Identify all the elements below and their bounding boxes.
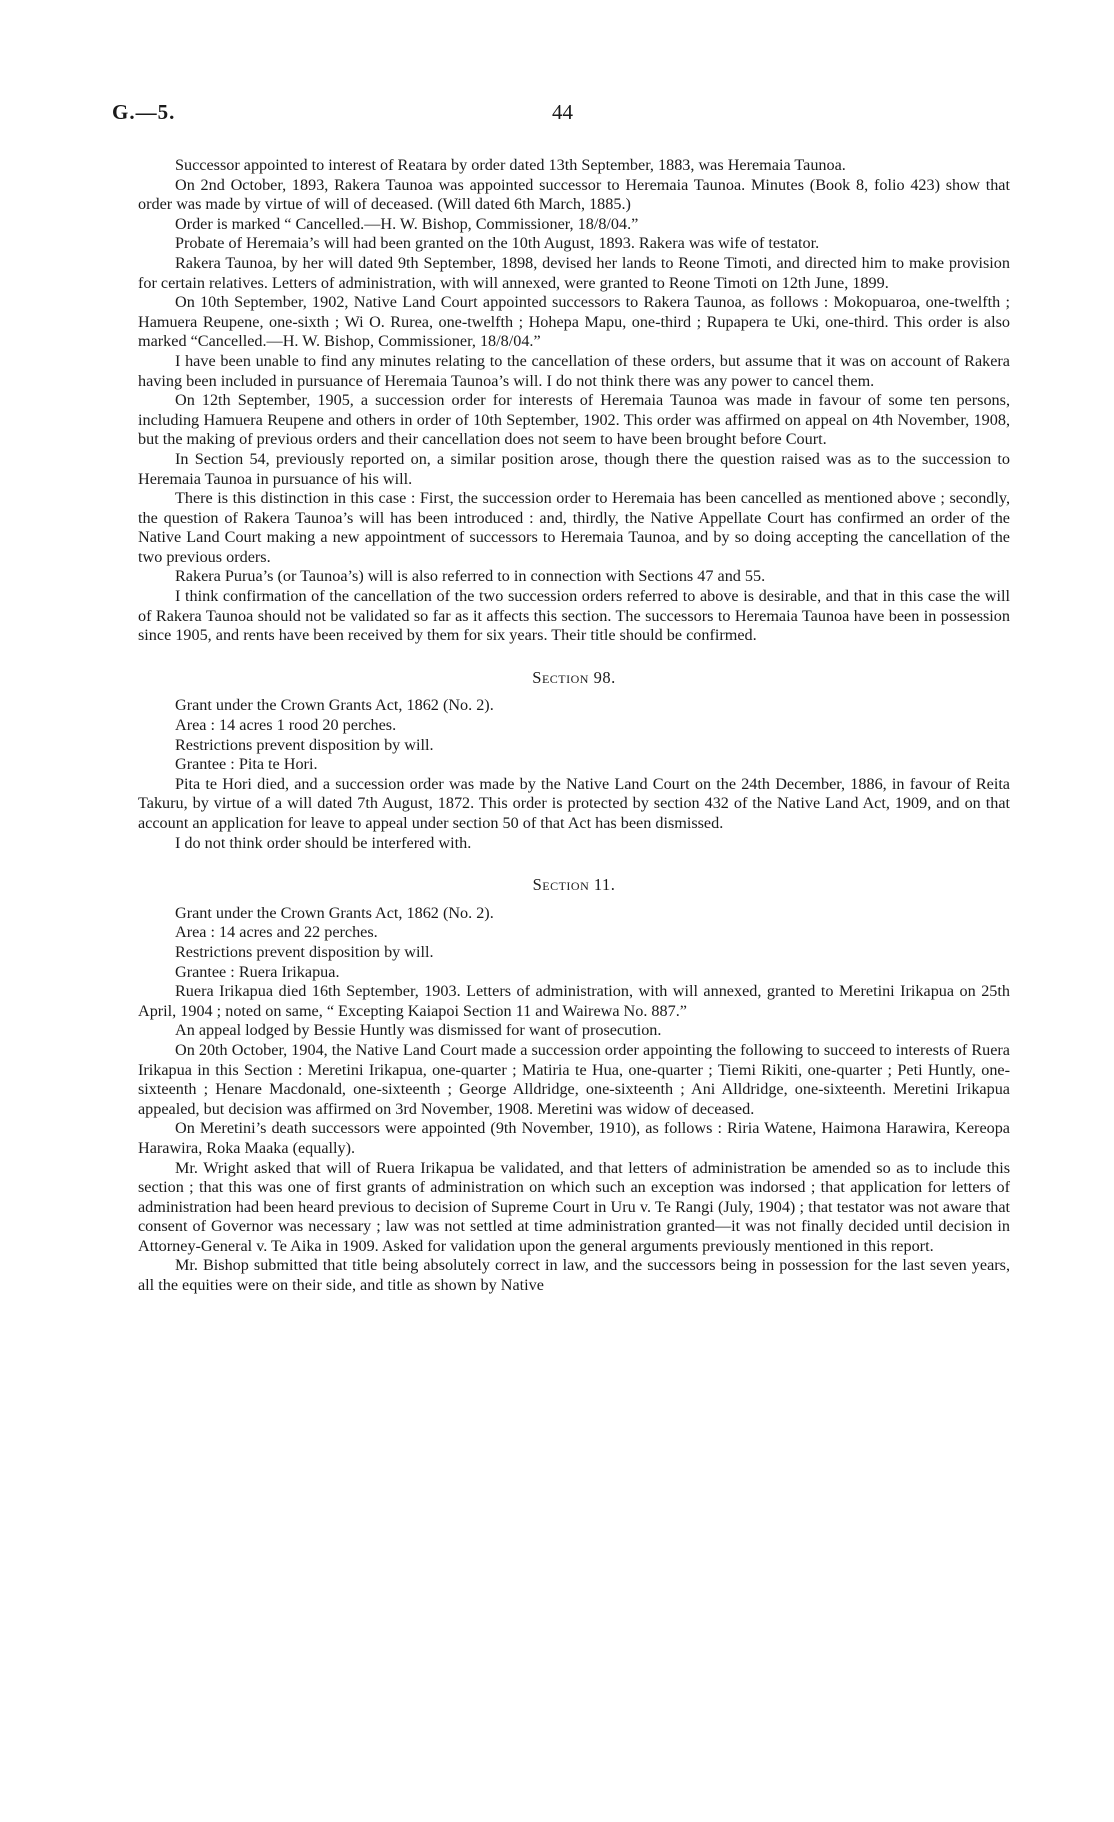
paragraph: Rakera Taunoa, by her will dated 9th September, 1898, devised her lands to Reone Timoti, and directed him to make provision for certain relatives. Letters of administration, with will annexed, were granted to Reone Timoti on 12th June, 1899. [138, 253, 1010, 292]
paragraph: Rakera Purua’s (or Taunoa’s) will is also referred to in connection with Sections 47 and 55. [175, 567, 766, 586]
page-reference: G.—5. [112, 100, 176, 124]
paragraph: Mr. Bishop submitted that title being absolutely correct in law, and the successors being in possession for the last seven years, all the equities were on their side, and title as shown by Native [138, 1256, 1010, 1295]
paragraph: On 10th September, 1902, Native Land Court appointed successors to Rakera Taunoa, as follows : Mokopuaroa, one-twelfth ; Hamuera Reupene, one-sixth ; Wi O. Rurea, one-twelfth ; Hohepa Mapu, one-third ; Rupapera te Uki, one-third. This order is also marked “Cancelled.—H. W. Bishop, Commissioner, 18/8/04.” [138, 293, 1010, 351]
area-line: Area : 14 acres 1 rood 20 perches. [175, 716, 397, 735]
grant-line: Grant under the Crown Grants Act, 1862 (No. 2). [175, 696, 494, 715]
paragraph: I think confirmation of the cancellation of the two succession orders referred to above is desirable, and that in this case the will of Rakera Taunoa should not be validated so far as it affects this section. The successors to Heremaia Taunoa have been in possession since 1905, and rents have been received by them for six years. Their title should be confirmed. [138, 587, 1010, 645]
paragraph: On 20th October, 1904, the Native Land Court made a succession order appointing the following to succeed to interests of Ruera Irikapua in this Section : Meretini Irikapua, one-quarter ; Matiria te Hua, one-quarter ; Tiemi Rikiti, one-quarter ; Peti Huntly, one-sixteenth ; Henare Macdonald, one-sixteenth ; George Alldridge, one-sixteenth ; Ani Alldridge, one-sixteenth. Meretini Irikapua appealed, but decision was affirmed on 3rd November, 1908. Meretini was widow of deceased. [138, 1040, 1010, 1118]
paragraph: Pita te Hori died, and a succession order was made by the Native Land Court on the 24th December, 1886, in favour of Reita Takuru, by virtue of a will dated 7th August, 1872. This order is protected by section 432 of the Native Land Act, 1909, and on that account an application for leave to appeal under section 50 of that Act has been dismissed. [138, 774, 1010, 832]
restrictions-line: Restrictions prevent disposition by will. [175, 735, 434, 754]
page-number: 44 [552, 100, 573, 124]
paragraph: I do not think order should be interfered with. [175, 833, 472, 852]
paragraph: Mr. Wright asked that will of Ruera Irikapua be validated, and that letters of administration be amended so as to include this section ; that this was one of first grants of administration on which such an exception was indorsed ; that application for letters of administration had been heard previous to decision of Supreme Court in Uru v. Te Rangi (July, 1904) ; that testator was not aware that consent of Governor was necessary ; law was not settled at time administration granted—it was not finally decided until decision in Attorney-General v. Te Aika in 1909. Asked for validation upon the general arguments previously mentioned in this report. [138, 1158, 1010, 1255]
paragraph: On 2nd October, 1893, Rakera Taunoa was appointed successor to Heremaia Taunoa. Minutes (Book 8, folio 423) show that order was made by virtue of will of deceased. (Will dated 6th March, 1885.) [138, 175, 1010, 214]
grantee-line: Grantee : Ruera Irikapua. [175, 962, 340, 981]
paragraph: Probate of Heremaia’s will had been granted on the 10th August, 1893. Rakera was wife of testator. [175, 234, 820, 253]
section-98-heading: Section 98. [532, 667, 616, 687]
paragraph: In Section 54, previously reported on, a similar position arose, though there the question raised was as to the succession to Heremaia Taunoa in pursuance of his will. [138, 449, 1010, 488]
paragraph: An appeal lodged by Bessie Huntly was dismissed for want of prosecution. [175, 1021, 662, 1040]
paragraph: Ruera Irikapua died 16th September, 1903. Letters of administration, with will annexed, granted to Meretini Irikapua on 25th April, 1904 ; noted on same, “ Excepting Kaiapoi Section 11 and Wairewa No. 887.” [138, 982, 1010, 1020]
area-line: Area : 14 acres and 22 perches. [175, 923, 378, 942]
paragraph: Order is marked “ Cancelled.—H. W. Bishop, Commissioner, 18/8/04.” [175, 214, 639, 233]
section-11-heading: Section 11. [532, 875, 616, 895]
paragraph: Successor appointed to interest of Reatara by order dated 13th September, 1883, was Heremaia Taunoa. [175, 156, 846, 174]
restrictions-line: Restrictions prevent disposition by will. [175, 942, 434, 961]
grant-line: Grant under the Crown Grants Act, 1862 (No. 2). [175, 903, 494, 922]
document-body [138, 156, 1010, 1296]
paragraph: On 12th September, 1905, a succession order for interests of Heremaia Taunoa was made in favour of some ten persons, including Hamuera Reupene and others in order of 10th September, 1902. This order was affirmed on appeal on 4th November, 1908, but the making of previous orders and their cancellation does not seem to have been brought before Court. [138, 391, 1010, 449]
paragraph: I have been unable to find any minutes relating to the cancellation of these orders, but assume that it was on account of Rakera having been included in pursuance of Heremaia Taunoa’s will. I do not think there was any power to cancel them. [138, 351, 1010, 390]
paragraph: On Meretini’s death successors were appointed (9th November, 1910), as follows : Riria Watene, Haimona Harawira, Kereopa Harawira, Roka Maaka (equally). [138, 1119, 1010, 1157]
grantee-line: Grantee : Pita te Hori. [175, 755, 318, 774]
paragraph: There is this distinction in this case : First, the succession order to Heremaia has been cancelled as mentioned above ; secondly, the question of Rakera Taunoa’s will has been introduced : and, thirdly, the Native Appellate Court has confirmed an order of the Native Land Court making a new appointment of successors to Heremaia Taunoa, and by so doing accepting the cancellation of the two previous orders. [138, 489, 1010, 566]
